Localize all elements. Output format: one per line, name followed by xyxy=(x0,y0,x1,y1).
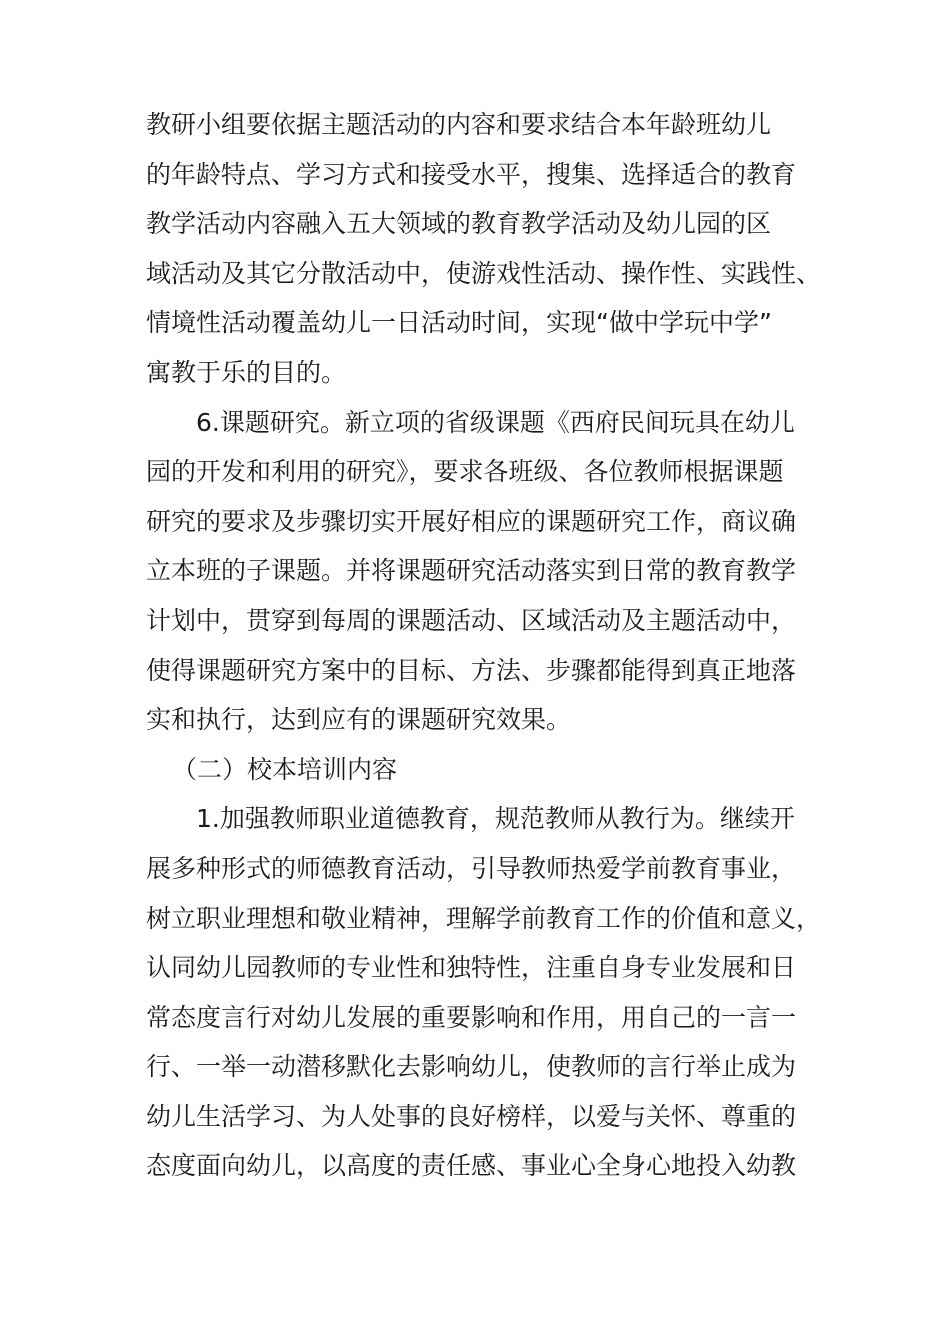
text-line: 寓教于乐的目的。 xyxy=(146,357,347,387)
paragraph-start-line: 1.加强教师职业道德教育，规范教师从教行为。继续开 xyxy=(196,804,795,834)
text-line: 园的开发和利用的研究》，要求各班级、各位教师根据课题 xyxy=(146,457,784,487)
text-line: 计划中，贯穿到每周的课题活动、区域活动及主题活动中， xyxy=(146,605,797,635)
text-line: 教学活动内容融入五大领域的教育教学活动及幼儿园的区 xyxy=(146,209,772,239)
paragraph-start-line: 6.课题研究。新立项的省级课题《西府民间玩具在幼儿 xyxy=(196,407,795,437)
text-line: 常态度言行对幼儿发展的重要影响和作用，用自己的一言一 xyxy=(146,1002,797,1032)
text-line: 的年龄特点、学习方式和接受水平，搜集、选择适合的教育 xyxy=(146,159,797,189)
text-line: 使得课题研究方案中的目标、方法、步骤都能得到真正地落 xyxy=(146,655,797,685)
text-line: 研究的要求及步骤切实开展好相应的课题研究工作，商议确 xyxy=(146,506,797,536)
text-line: 幼儿生活学习、为人处事的良好榜样，以爱与关怀、尊重的 xyxy=(146,1101,797,1131)
text-line: 展多种形式的师德教育活动，引导教师热爱学前教育事业， xyxy=(146,853,797,883)
text-line: 立本班的子课题。并将课题研究活动落实到日常的教育教学 xyxy=(146,556,797,586)
text-line: 域活动及其它分散活动中，使游戏性活动、操作性、实践性、 xyxy=(146,258,822,288)
text-line: 情境性活动覆盖幼儿一日活动时间，实现“做中学玩中学” xyxy=(146,308,772,338)
text-line: 态度面向幼儿，以高度的责任感、事业心全身心地投入幼教 xyxy=(146,1151,797,1181)
text-line: 实和执行，达到应有的课题研究效果。 xyxy=(146,705,572,735)
text-line: 认同幼儿园教师的专业性和独特性，注重自身专业发展和日 xyxy=(146,953,797,983)
text-line: 树立职业理想和敬业精神，理解学前教育工作的价值和意义， xyxy=(146,903,822,933)
text-line: 行、一举一动潜移默化去影响幼儿，使教师的言行举止成为 xyxy=(146,1052,797,1082)
section-heading: （二）校本培训内容 xyxy=(172,754,398,784)
body-text xyxy=(146,100,826,1191)
text-line: 教研小组要依据主题活动的内容和要求结合本年龄班幼儿 xyxy=(146,110,772,139)
